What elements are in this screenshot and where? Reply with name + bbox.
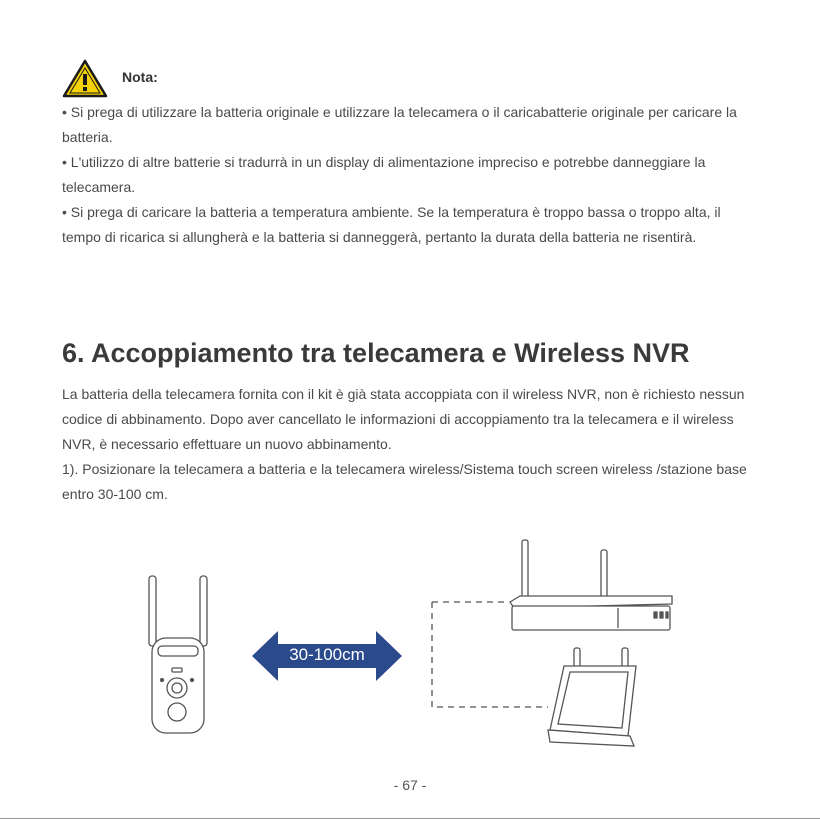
section-title: 6. Accoppiamento tra telecamera e Wireless NVR (62, 338, 690, 368)
section-body (62, 382, 762, 507)
bottom-rule (0, 818, 820, 819)
touch-screen-monitor-icon (548, 648, 636, 746)
note-item: • L'utilizzo di altre batterie si tradurrà in un display di alimentazione impreciso e potrebbe danneggiare la telecamera. (62, 154, 706, 195)
section-paragraph: 1). Posizionare la telecamera a batteria e la telecamera wireless/Sistema touch screen wireless /stazione base entro 30-100 cm. (62, 461, 747, 502)
pairing-diagram-svg (0, 530, 820, 760)
page-number: - 67 - (393, 777, 427, 793)
note-list (62, 100, 762, 250)
battery-camera-icon (149, 576, 207, 733)
distance-label: 30-100cm (289, 645, 365, 664)
section-paragraph: La batteria della telecamera fornita con il kit è già stata accoppiata con il wireless NVR, non è richiesto nessun codice di abbinamento. Dopo aver cancellato le informazioni di accoppiamento tra la telecamera e il wireless NVR, è necessario effettuare un nuovo abbinamento. (62, 386, 745, 452)
pairing-diagram (0, 530, 820, 760)
warning-icon (62, 58, 108, 98)
note-item: • Si prega di caricare la batteria a temperatura ambiente. Se la temperatura è troppo bassa o troppo alta, il tempo di ricarica si allungherà e la batteria si danneggerà, pertanto la durata della batteria ne risentirà. (62, 204, 721, 245)
note-item: • Si prega di utilizzare la batteria originale e utilizzare la telecamera o il caricabatterie originale per caricare la batteria. (62, 104, 737, 145)
nvr-icon (510, 540, 672, 630)
note-title: Nota: (122, 69, 158, 85)
